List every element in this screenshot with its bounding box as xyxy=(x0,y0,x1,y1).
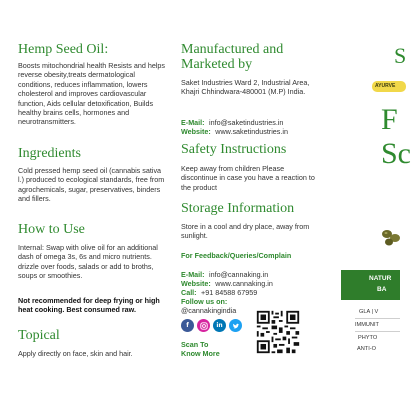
natural-band xyxy=(341,270,400,300)
manufacturer-heading: Manufactured and Marketed by xyxy=(181,42,284,72)
manufacturer-website-row xyxy=(181,121,321,139)
hemp-seeds-icon xyxy=(381,226,400,248)
call-label: Call: xyxy=(181,288,197,297)
facebook-icon[interactable]: f xyxy=(181,319,194,332)
ingredients-text: Cold pressed hemp seed oil (cannabis sativa l.) produced to ecological standards, free from agrochemicals, sugar, preservatives, binders and fillers. xyxy=(18,166,165,204)
feedback-heading: For Feedback/Queries/Complain xyxy=(181,251,292,260)
left-panel xyxy=(18,0,168,400)
front-panel xyxy=(341,0,411,400)
feedback-website-label: Website: xyxy=(181,279,211,288)
ayurvedic-badge: AYURVE xyxy=(372,81,406,92)
hemp-seed-oil-text: Boosts mitochondrial health Resists and helps reverse obesity,treats dermatological conditions, reduces inflammation, lowers cholesterol and improves cardiovascular function, Aids cellular detoxification, Builds healthy brains cells, hormones and neurotransmitters. xyxy=(18,61,166,127)
safety-text: Keep away from children Please discontinue in case you have a reaction to the product xyxy=(181,164,315,192)
follow-handle: @cannakingindia xyxy=(181,306,237,315)
social-icons xyxy=(181,319,251,332)
middle-panel xyxy=(181,0,321,400)
feedback-website-value[interactable]: www.cannaking.in xyxy=(215,279,273,288)
storage-heading: Storage Information xyxy=(181,201,295,216)
manufacturer-address: Saket Industries Ward 2, Industrial Area, Khajri Chhindwara-480001 (M.P) India. xyxy=(181,78,310,97)
benefit-2: IMMUNIT xyxy=(355,322,379,328)
storage-text: Store in a cool and dry place, away from sunlight. xyxy=(181,222,310,241)
qr-code[interactable] xyxy=(255,309,301,355)
band-line-2: BA xyxy=(377,286,387,293)
topical-heading: Topical xyxy=(18,328,60,343)
benefit-divider xyxy=(355,318,400,319)
topical-text: Apply directly on face, skin and hair. xyxy=(18,349,133,358)
how-to-use-heading: How to Use xyxy=(18,222,85,237)
website-label: Website: xyxy=(181,127,211,136)
feedback-email-value[interactable]: info@cannaking.in xyxy=(209,270,269,279)
twitter-icon[interactable] xyxy=(229,319,242,332)
scan-text-1: Scan To xyxy=(181,340,209,349)
instagram-icon[interactable] xyxy=(197,319,210,332)
safety-heading: Safety Instructions xyxy=(181,142,287,157)
product-title-line-2: Sc xyxy=(381,137,411,170)
product-title-line-1: F xyxy=(381,103,398,136)
email-label: E-Mail: xyxy=(181,118,205,127)
benefit-4: ANTI-O xyxy=(357,346,376,352)
benefit-divider xyxy=(355,331,400,332)
band-line-1: NATUR xyxy=(369,275,392,282)
ingredients-heading: Ingredients xyxy=(18,146,81,161)
hemp-seed-oil-heading: Hemp Seed Oil: xyxy=(18,42,109,57)
frying-warning: Not recommended for deep frying or high heat cooking. Best consumed raw. xyxy=(18,296,160,315)
call-value[interactable]: +91 84588 67959 xyxy=(201,288,258,297)
benefit-3: PHYTO xyxy=(358,335,378,341)
email-value[interactable]: info@saketindustries.in xyxy=(209,118,284,127)
scan-text-2: Know More xyxy=(181,349,220,358)
website-value[interactable]: www.saketindustries.in xyxy=(215,127,288,136)
follow-us-heading: Follow us on: xyxy=(181,297,228,306)
benefit-1: GLA | V xyxy=(359,309,379,315)
feedback-email-label: E-Mail: xyxy=(181,270,205,279)
linkedin-icon[interactable]: in xyxy=(213,319,226,332)
brand-logo-letter: S xyxy=(394,43,407,68)
how-to-use-text: Internal: Swap with olive oil for an additional dash of omega 3s, 6s and micro nutrients. drizzle over foods, salads or add to broths, soups or smoothies. xyxy=(18,243,158,281)
